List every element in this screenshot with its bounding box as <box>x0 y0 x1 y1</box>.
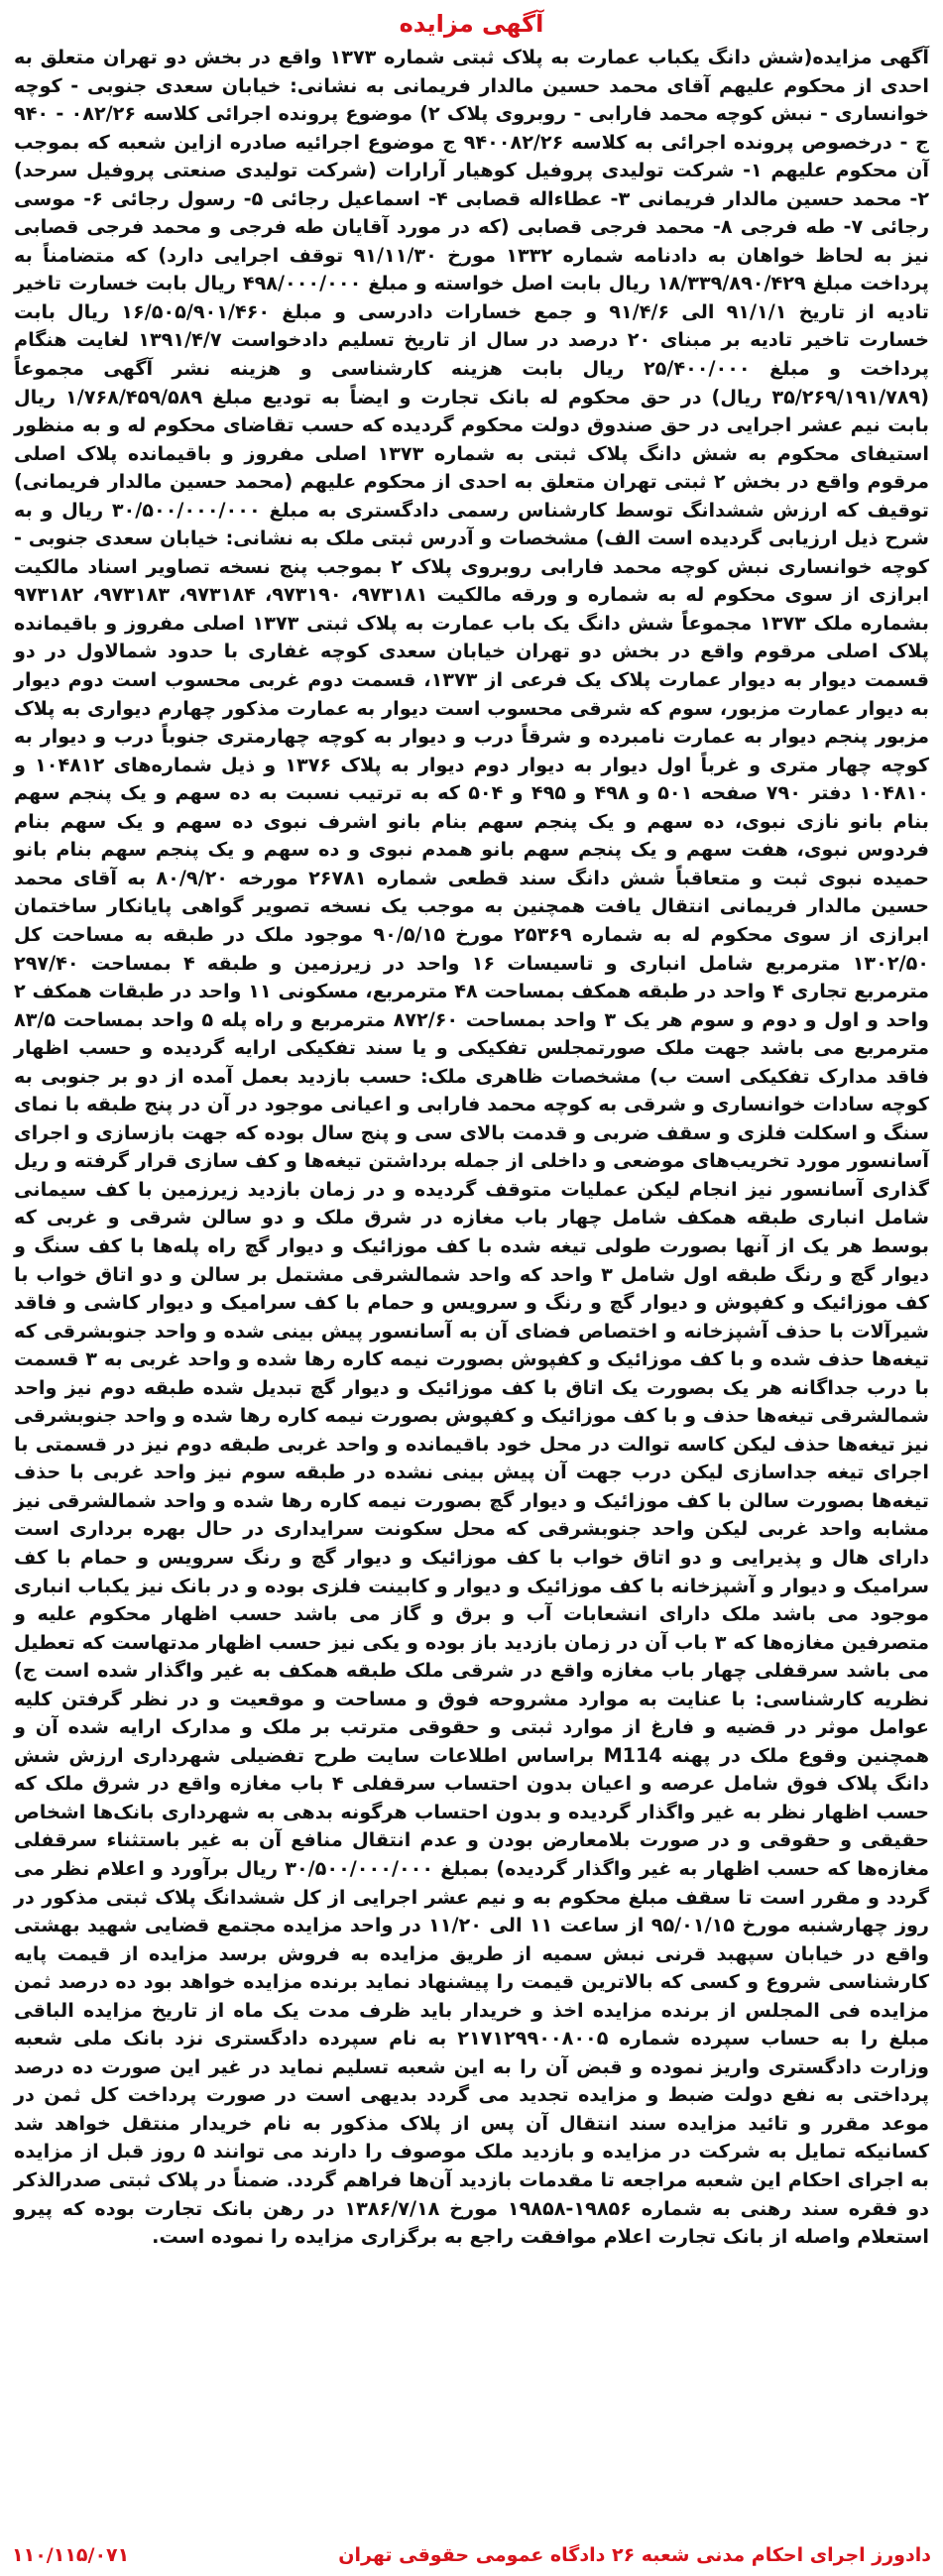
notice-body: آگهی مزایده(شش دانگ یکباب عمارت به پلاک ثبتی شماره ۱۳۷۳ واقع در بخش دو تهران متعلق به احدی از محکوم علیهم آقای محمد حسین مالدار فریمانی به نشانی: خیابان سعدی جنوبی - کوچه خوانساری - نبش کوچه محمد فارابی - روبروی پلاک ۲) موضوع پرونده اجرائی کلاسه ۰۸۲/۲۶ - ۹۴۰ ج - درخصوص پرونده اجرائی به کلاسه ۹۴۰۰۸۲/۲۶ ج موضوع اجرائیه صادره ازاین شعبه که بموجب آن محکوم علیهم ۱- شرکت تولیدی پروفیل کوهیار آرارات (شرکت تولیدی صنعتی پروفیل سرحد) ۲- محمد حسین مالدار فریمانی ۳- عطاءاله قصابی ۴- اسماعیل رجائی ۵- رسول رجائی ۶- موسی رجائی ۷- طه فرجی ۸- محمد فرجی قصابی (که در مورد آقایان طه فرجی و محمد فرجی قصابی نیز به لحاظ خواهان به دادنامه شماره ۱۳۳۲ مورخ ۹۱/۱۱/۳۰ توقف اجرایی دارد) که متضامناً به پرداخت مبلغ ۱۸/۳۳۹/۸۹۰/۴۲۹ ریال بابت اصل خواسته و مبلغ ۴۹۸/۰۰۰/۰۰۰ ریال بابت خسارت تاخیر تادیه از تاریخ ۹۱/۱/۱ الی ۹۱/۴/۶ و جمع خسارات دادرسی و مبلغ ۱۶/۵۰۵/۹۰۱/۴۶۰ ریال بابت خسارت تاخیر تادیه بر مبنای ۲۰ درصد در سال از تاریخ تسلیم دادخواست ۱۳۹۱/۴/۷ لغایت هنگام پرداخت و مبلغ ۲۵/۴۰۰/۰۰۰ ریال بابت هزینه کارشناسی و هزینه نشر آگهی مجموعاً (۳۵/۲۶۹/۱۹۱/۷۸۹ ریال) در حق محکوم له بانک تجارت و ایضاً به تودیع مبلغ ۱/۷۶۸/۴۵۹/۵۸۹ ریال بابت نیم عشر اجرایی در حق صندوق دولت محکوم گردیده که حسب تقاضای محکوم له و به منظور استیفای محکوم به شش دانگ پلاک ثبتی به شماره ۱۳۷۳ اصلی مفروز و باقیمانده پلاک اصلی مرقوم واقع در بخش ۲ ثبتی تهران متعلق به احدی از محکوم علیهم (محمد حسین مالدار فریمانی) توقیف که ارزش ششدانگ توسط کارشناس رسمی دادگستری به مبلغ ۳۰/۵۰۰/۰۰۰/۰۰۰ ریال و به شرح ذیل ارزیابی گردیده است الف) مشخصات و آدرس ثبتی ملک به نشانی: خیابان سعدی جنوبی - کوچه خوانساری نبش کوچه محمد فارابی روبروی پلاک ۲ بموجب پنج نسخه تصاویر اسناد مالکیت ابرازی از سوی محکوم له به شماره و ورقه مالکیت ۹۷۳۱۸۱، ۹۷۳۱۹۰، ۹۷۳۱۸۴، ۹۷۳۱۸۳، ۹۷۳۱۸۲ بشماره ملک ۱۳۷۳ مجموعاً شش دانگ یک باب عمارت به پلاک ثبتی ۱۳۷۳ اصلی مفروز و باقیمانده پلاک اصلی مرقوم واقع در بخش دو تهران خیابان سعدی کوچه غفاری با حدود شمالاول در دو قسمت دیوار به دیوار عمارت پلاک یک فرعی از ۱۳۷۳، قسمت دوم غربی محسوب است دوم دیوار به دیوار عمارت مزبور، سوم که شرقی محسوب است دیوار به عمارت مذکور چهارم دیواری به پلاک مزبور پنجم دیوار به عمارت نامبرده و شرقاً درب و دیوار به کوچه چهارمتری جنوباً درب و دیوار به کوچه چهار متری و غرباً اول دیوار به دیوار دوم دیوار به پلاک ۱۳۷۶ و ذیل شماره‌های ۱۰۴۸۱۲ و ۱۰۴۸۱۰ دفتر ۷۹۰ صفحه ۵۰۱ و ۴۹۸ و ۴۹۵ و ۵۰۴ که به ترتیب نسبت به ده سهم و یک پنجم سهم بنام بانو نازی نبوی، ده سهم و یک پنجم سهم بنام بانو اشرف نبوی ده سهم و یک سهم بنام فردوس نبوی، هفت سهم و یک پنجم سهم بانو همدم نبوی و ده سهم و یک پنجم سهم بنام بانو حمیده نبوی ثبت و متعاقباً شش دانگ سند قطعی شماره ۲۶۷۸۱ مورخه ۸۰/۹/۲۰ به آقای محمد حسین مالدار فریمانی انتقال یافت همچنین به موجب یک نسخه تصویر گواهی پایانکار ساختمان ابرازی از سوی محکوم له به شماره ۲۵۳۶۹ مورخ ۹۰/۵/۱۵ موجود ملک در طبقه به مساحت کل ۱۳۰۲/۵۰ مترمربع شامل انباری و تاسیسات ۱۶ واحد در زیرزمین و طبقه ۴ بمساحت ۲۹۷/۴۰ مترمربع تجاری ۴ واحد در طبقه همکف بمساحت ۴۸ مترمربع، مسکونی ۱۱ واحد در طبقات همکف ۲ واحد و اول و دوم و سوم هر یک ۳ واحد بمساحت ۸۷۲/۶۰ مترمربع و راه پله ۵ واحد بمساحت ۸۳/۵ مترمربع می باشد جهت ملک صورتمجلس تفکیکی و یا سند تفکیکی ارایه گردیده و حسب اظهار فاقد مدارک تفکیکی است ب) مشخصات ظاهری ملک: حسب بازدید بعمل آمده از دو بر جنوبی به کوچه سادات خوانساری و شرقی به کوچه محمد فارابی و اعیانی موجود در آن در پنج طبقه با نمای سنگ و اسکلت فلزی و سقف ضربی و قدمت بالای سی و پنج سال بوده که جهت بازسازی و اجرای آسانسور مورد تخریب‌های موضعی و داخلی از جمله برداشتن تیغه‌ها و کف سازی قرار گرفته و ریل گذاری آسانسور نیز انجام لیکن عملیات متوقف گردیده و در زمان بازدید زیرزمین با کف سیمانی شامل انباری طبقه همکف شامل چهار باب مغازه در شرق ملک و دو سالن شرقی و غربی که بوسط هر یک از آنها بصورت طولی تیغه شده با کف موزائیک و دیوار گچ راه پله‌ها با کف سنگ و دیوار گچ و رنگ طبقه اول شامل ۳ واحد که واحد شمالشرقی مشتمل بر سالن و دو اتاق خواب با کف موزائیک و کفپوش و دیوار گچ و رنگ و سرویس و حمام با کف سرامیک و دیوار کاشی و فاقد شیرآلات با حذف آشپزخانه و اختصاص فضای آن به آسانسور پیش بینی شده و واحد جنوبشرقی که تیغه‌ها حذف شده و با کف موزائیک و کفپوش بصورت نیمه کاره رها شده و واحد غربی به ۳ قسمت با درب جداگانه هر یک بصورت یک اتاق با کف موزائیک و دیوار گچ تبدیل شده طبقه دوم نیز واحد شمالشرقی تیغه‌ها حذف و با کف موزائیک و کفپوش بصورت نیمه کاره رها شده و واحد جنوبشرقی نیز تیغه‌ها حذف لیکن کاسه توالت در محل خود باقیمانده و واحد غربی طبقه دوم نیز در قسمتی با اجرای تیغه جداسازی لیکن درب جهت آن پیش بینی نشده در طبقه سوم نیز واحد غربی با حذف تیغه‌ها بصورت سالن با کف موزائیک و دیوار گچ بصورت نیمه کاره رها شده و واحد شمالشرقی نیز مشابه واحد غربی لیکن واحد جنوبشرقی که محل سکونت سرایداری در حال بهره برداری است دارای هال و پذیرایی و دو اتاق خواب با کف موزائیک و دیوار گچ و رنگ سرویس و حمام با کف سرامیک و دیوار و آشپزخانه با کف موزائیک و دیوار و کابینت فلزی بوده و در بانک نیز یکباب انباری موجود می باشد ملک دارای انشعابات آب و برق و گاز می باشد حسب اظهار محکوم علیه و متصرفین مغازه‌ها که ۳ باب آن در زمان بازدید باز بوده و یکی نیز حسب اظهار مدتهاست که تعطیل می باشد سرقفلی چهار باب مغازه واقع در شرقی ملک طبقه همکف به غیر واگذار شده است ج) نظریه کارشناسی: با عنایت به موارد مشروحه فوق و مساحت و موقعیت و در نظر گرفتن کلیه عوامل موثر در قضیه و فارغ از موارد ثبتی و حقوقی مترتب بر ملک و مدارک ارایه شده آن و همچنین وقوع ملک در پهنه M114 براساس اطلاعات سایت طرح تفضیلی شهرداری ارزش شش دانگ پلاک فوق شامل عرصه و اعیان بدون احتساب سرقفلی ۴ باب مغازه واقع در شرق ملک که حسب اظهار نظر به غیر واگذار گردیده و بدون احتساب هرگونه بدهی به شهرداری بانک‌ها اشخاص حقیقی و حقوقی و در صورت بلامعارض بودن و عدم انتقال منافع آن به غیر باستثناء سرقفلی مغازه‌ها که حسب اظهار به غیر واگذار گردیده) بمبلغ ۳۰/۵۰۰/۰۰۰/۰۰۰ ریال برآورد و اعلام نظر می گردد و مقرر است تا سقف مبلغ محکوم به و نیم عشر اجرایی از کل ششدانگ پلاک ثبتی مذکور در روز چهارشنبه مورخ ۹۵/۰۱/۱۵ از ساعت ۱۱ الی ۱۱/۲۰ در واحد مزایده مجتمع قضایی شهید بهشتی واقع در خیابان سپهبد قرنی نبش سمیه از طریق مزایده به فروش برسد مزایده از قیمت پایه کارشناسی شروع و کسی که بالاترین قیمت را پیشنهاد نماید برنده مزایده خواهد بود ده درصد ثمن مزایده فی المجلس از برنده مزایده اخذ و خریدار باید ظرف مدت یک ماه از تاریخ مزایده الباقی مبلغ را به حساب سپرده شماره ۲۱۷۱۲۹۹۰۰۸۰۰۵ به نام سپرده دادگستری نزد بانک ملی شعبه وزارت دادگستری واریز نموده و قبض آن را به این شعبه تسلیم نماید در غیر این صورت ده درصد پرداختی به نفع دولت ضبط و مزایده تجدید می گردد بدیهی است در صورت پرداخت کل ثمن در موعد مقرر و تائید مزایده سند انتقال آن پس از پلاک مذکور به نام خریدار منتقل خواهد شد کسانیکه تمایل به شرکت در مزایده و بازدید ملک موصوف را دارند می توانند ۵ روز قبل از مزایده به اجرای احکام این شعبه مراجعه تا مقدمات بازدید آن‌ها فراهم گردد. ضمناً در پلاک ثبتی صدرالذکر دو فقره سند رهنی به شماره ۱۹۸۵۶-۱۹۸۵۸ مورخ ۱۳۸۶/۷/۱۸ در رهن بانک تجارت بوده که پیرو استعلام واصله از بانک تجارت اعلام موافقت راجع به برگزاری مزایده را نموده است. <box>14 46 930 2249</box>
notice-header <box>12 8 931 40</box>
footer-signature: دادورز اجرای احکام مدنی شعبه ۲۶ دادگاه عمومی حقوقی تهران <box>338 2544 931 2566</box>
notice-title: آگهی مزایده <box>399 10 544 38</box>
notice-footer <box>12 2542 931 2568</box>
footer-code: ۱۱۰/۱۱۵/۰۷۱ <box>12 2544 130 2566</box>
